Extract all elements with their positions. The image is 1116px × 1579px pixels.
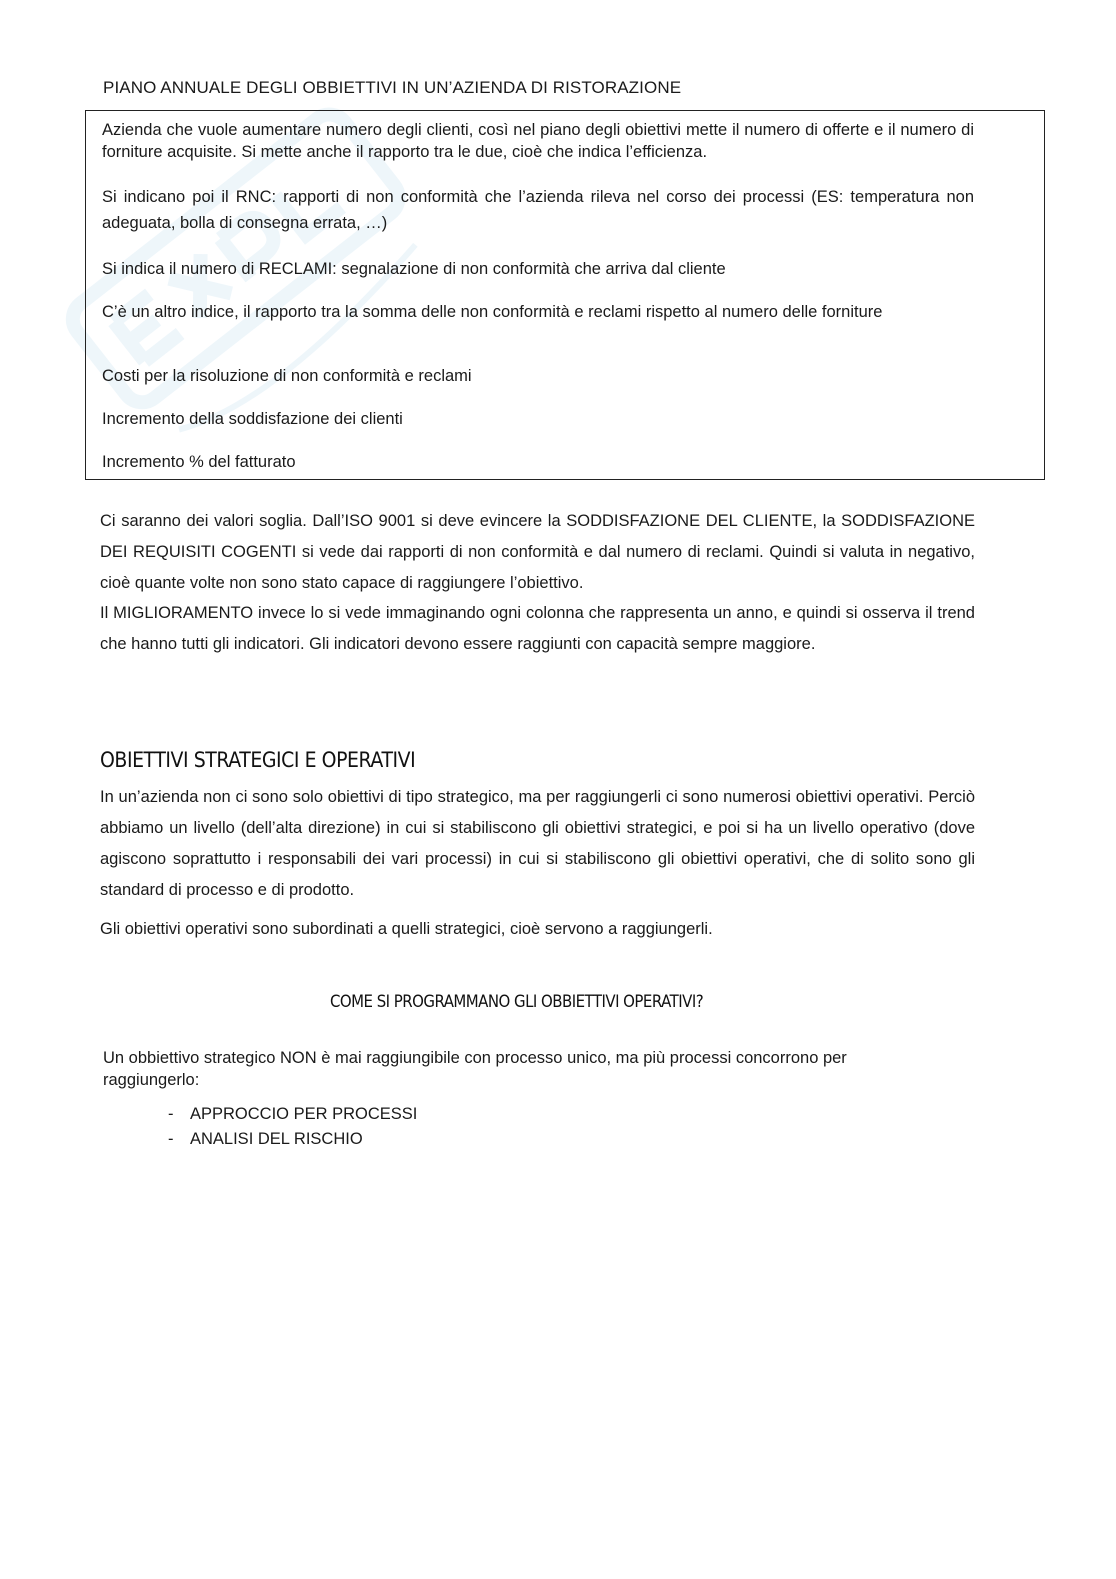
section-heading-operational: COME SI PROGRAMMANO GLI OBBIETTIVI OPERATIVI? xyxy=(330,992,704,1012)
body-paragraph: Gli obiettivi operativi sono subordinati a quelli strategici, cioè servono a raggiungerli. xyxy=(100,920,713,938)
dash-marker: - xyxy=(168,1130,174,1148)
box-paragraph: Costi per la risoluzione di non conformità e reclami xyxy=(102,367,472,385)
list-item-text: ANALISI DEL RISCHIO xyxy=(190,1130,363,1148)
list-item xyxy=(168,1102,417,1127)
box-paragraph: Incremento % del fatturato xyxy=(102,453,296,471)
box-paragraph: Incremento della soddisfazione dei clienti xyxy=(102,410,403,428)
list-item xyxy=(168,1127,417,1152)
box-paragraph: Si indica il numero di RECLAMI: segnalazione di non conformità che arriva dal cliente xyxy=(102,260,726,278)
box-paragraph: Azienda che vuole aumentare numero degli clienti, così nel piano degli obiettivi mette il numero di offerte e il numero di forniture acquisite. Si mette anche il rapporto tra le due, cioè che indica l’efficienza. xyxy=(102,121,974,161)
body-paragraph: Ci saranno dei valori soglia. Dall’ISO 9001 si deve evincere la SODDISFAZIONE DEL CLIENTE, la SODDISFAZIONE DEI REQUISITI COGENTI si vede dai rapporti di non conformità e dal numero di reclami. Quindi si valuta in negativo, cioè quante volte non sono stato capace di raggiungere l’obiettivo. xyxy=(100,512,975,592)
box-paragraph: Si indicano poi il RNC: rapporti di non conformità che l’azienda rileva nel corso dei processi (ES: temperatura non adeguata, bolla di consegna errata, …) xyxy=(102,188,974,232)
body-paragraph: Un obbiettivo strategico NON è mai raggiungibile con processo unico, ma più processi concorrono per raggiungerlo: xyxy=(103,1049,847,1089)
box-paragraph: C’è un altro indice, il rapporto tra la somma delle non conformità e reclami rispetto al numero delle forniture xyxy=(102,303,883,321)
document-title: PIANO ANNUALE DEGLI OBBIETTIVI IN UN’AZIENDA DI RISTORAZIONE xyxy=(103,78,682,97)
body-paragraph: Il MIGLIORAMENTO invece lo si vede immaginando ogni colonna che rappresenta un anno, e quindi si osserva il trend che hanno tutti gli indicatori. Gli indicatori devono essere raggiunti con capacità sempre maggiore. xyxy=(100,604,975,653)
objectives-box xyxy=(85,110,1045,480)
list-item-text: APPROCCIO PER PROCESSI xyxy=(190,1105,418,1123)
dash-marker: - xyxy=(168,1105,174,1123)
section-heading-strategic: OBIETTIVI STRATEGICI E OPERATIVI xyxy=(100,748,416,772)
bullet-list xyxy=(168,1102,417,1152)
body-paragraph: In un’azienda non ci sono solo obiettivi di tipo strategico, ma per raggiungerli ci sono numerosi obiettivi operativi. Perciò abbiamo un livello (dell’alta direzione) in cui si stabiliscono gli obiettivi strategici, e poi si ha un livello operativo (dove agiscono soprattutto i responsabili dei vari processi) in cui si stabiliscono gli obiettivi operativi, che di solito sono gli standard di processo e di prodotto. xyxy=(100,788,975,899)
